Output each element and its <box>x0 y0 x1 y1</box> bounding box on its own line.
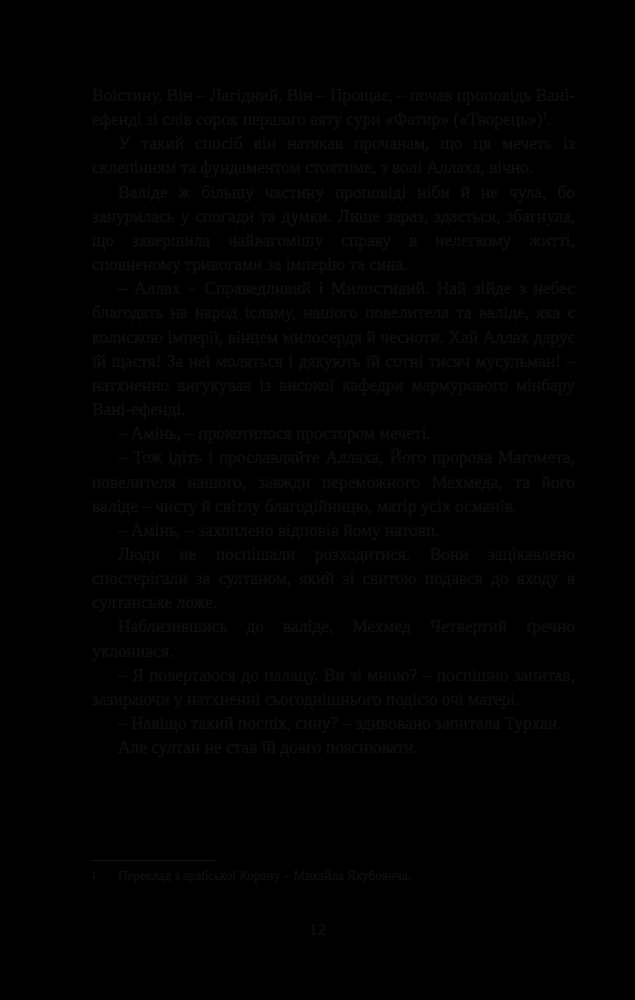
paragraph-9: Наблизившись до валіде, Мехмед Четвертий ґречно уклонився. <box>92 616 575 661</box>
paragraph-5: – Амінь, – прокотилося простором мечеті. <box>118 423 431 444</box>
page-number: 12 <box>309 920 326 939</box>
paragraph-2: У такий спосіб він натякав прочанам, що ця мечеть із склепінням та фундаментом стоятиме, з волі Аллаха, вічно. <box>92 133 575 178</box>
paragraph-3: Валіде ж більшу частину проповіді ніби й не чула, бо занурилась у спогади та думки. Лише зараз, здається, збагнула, що завершила найвагомішу справу в нелегкому житті, сповненому тривогами за імперію та сина. <box>92 181 575 275</box>
paragraph-10: – Я повертаюся до палацу. Ви зі мною? – поспішно запитав, зазираючи у натхненні сьогоднішнього подією очі матері. <box>92 664 575 709</box>
paragraph-4: – Аллах – Справедливий і Милостивий. Най зійде з небес благодать на народ ісламу, нашого повелителя та валіде, яка є колискою імперії, вінцем милосердя й чесноти. Хай Аллах дарує їй щастя! За неї моляться і дякують їй сотні тисяч мусульман! – натхненно вигукував із високої кафедри мармурового мінбару Вані-ефенді. <box>92 278 575 420</box>
paragraph-8: Люди не поспішали розходитися. Вони зацікавлено спостерігали за султаном, який зі свитою подався до входу в султанське ложе. <box>92 543 575 613</box>
footnote-text: Переклад з арабської Корану – Михайла Якубовича. <box>118 868 412 883</box>
paragraph-11: – Навіщо такий поспіх, сину? – здивовано запитала Турхан. <box>118 713 562 734</box>
footnote-reference: 1 <box>542 110 547 121</box>
footnote <box>92 867 575 885</box>
paragraph-6: – Тож ідіть і прославляйте Аллаха, Його пророка Магомета, повелителя нашого, завжди переможного Мехмеда, та його валіде – чисту й світлу благодійницю, матір усіх османів. <box>92 447 575 516</box>
paragraph-12: Але султан не став їй довго пояснювати. <box>118 737 418 758</box>
main-text <box>92 83 575 759</box>
footnote-divider <box>92 860 215 861</box>
paragraph-1-text: Воістину, Він – Лагідний, Він – Прощає, – почав проповідь Вані-ефенді зі слів сорок першого аяту сури «Фатир» («Творець») <box>92 85 575 130</box>
paragraph-1: Воістину, Він – Лагідний, Він – Прощає, – почав проповідь Вані-ефенді зі слів сорок першого аяту сури «Фатир» («Творець»)$^1$. <box>92 85 575 130</box>
footnote-mark: 1 <box>92 870 97 880</box>
paragraph-7: – Амінь, – захоплено відповів йому натовп. <box>118 519 440 540</box>
